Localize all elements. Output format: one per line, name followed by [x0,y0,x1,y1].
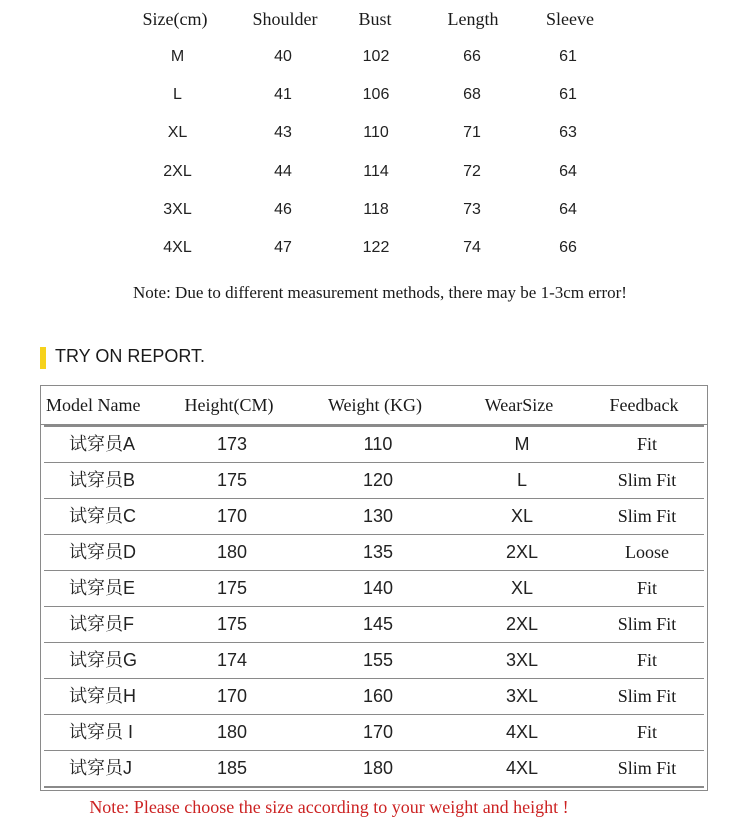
height-cell: 180 [216,542,248,562]
report-row [44,679,704,715]
model-name-cell: 试穿员J [69,758,132,778]
feedback-cell: Slim Fit [617,614,677,634]
report-header-feedback: Feedback [609,395,679,415]
size-cell: XL [167,124,188,141]
report-row [44,715,704,751]
size-chart-header-bust: Bust [358,9,392,29]
sleeve-cell: 61 [559,48,577,65]
height-cell: 170 [216,506,248,526]
size-cell: 2XL [163,163,192,180]
report-header-model-name: Model Name [46,395,141,415]
height-cell: 175 [216,614,248,634]
model-name-cell: 试穿员C [69,506,136,526]
report-row [44,499,704,535]
size-chart-row [120,38,640,76]
shoulder-cell: 46 [274,201,292,218]
length-cell: 68 [463,86,481,103]
shoulder-cell: 41 [274,86,292,103]
model-name-cell: 试穿员G [69,650,138,670]
shoulder-cell: 44 [274,163,292,180]
model-name-cell: 试穿员B [69,470,136,490]
report-row [44,463,704,499]
feedback-cell: Slim Fit [617,686,677,706]
size-chart-row [120,76,640,114]
weight-cell: 160 [362,686,394,706]
weight-cell: 110 [363,434,393,454]
weight-cell: 130 [362,506,394,526]
model-name-cell: 试穿员D [69,542,136,562]
report-row [44,535,704,571]
feedback-cell: Fit [636,722,657,742]
bust-cell: 118 [363,201,389,218]
sleeve-cell: 64 [559,163,577,180]
sleeve-cell: 66 [559,239,577,256]
model-name-cell: 试穿员E [69,578,136,598]
wear-size-cell: 4XL [505,758,539,778]
size-chart-header-size: Size(cm) [142,9,208,29]
length-cell: 66 [463,48,481,65]
shoulder-cell: 47 [274,239,292,256]
bust-cell: 106 [362,86,390,103]
height-cell: 180 [216,722,248,742]
weight-cell: 180 [362,758,394,778]
size-cell: 4XL [163,239,192,256]
try-on-report-table [40,385,708,791]
size-cell: M [170,48,185,65]
height-cell: 175 [216,470,248,490]
report-row [44,425,704,463]
size-chart-row [120,191,640,229]
report-row [44,571,704,607]
size-cell: 3XL [163,201,192,218]
model-name-cell: 试穿员A [69,434,136,454]
shoulder-cell: 43 [274,124,292,141]
try-on-report-title: TRY ON REPORT. [55,346,206,366]
feedback-cell: Fit [636,650,657,670]
wear-size-cell: 2XL [505,542,539,562]
shoulder-cell: 40 [274,48,292,65]
size-chart-row [120,153,640,191]
size-chart-header-sleeve: Sleeve [546,9,594,29]
wear-size-cell: 4XL [505,722,539,742]
size-cell: L [173,86,182,103]
size-chart-row [120,229,640,267]
size-chart-header-row [120,0,640,38]
wear-size-cell: XL [510,506,534,526]
report-header-weight: Weight (KG) [327,395,423,415]
weight-cell: 145 [362,614,394,634]
report-header-row [41,386,707,425]
length-cell: 72 [463,163,481,180]
feedback-cell: Fit [636,434,657,454]
bust-cell: 110 [363,124,389,141]
feedback-cell: Slim Fit [617,506,677,526]
model-name-cell: 试穿员F [69,614,134,634]
weight-cell: 120 [362,470,394,490]
section-accent-bar [40,347,46,369]
wear-size-cell: M [514,434,530,454]
weight-cell: 155 [362,650,394,670]
height-cell: 185 [216,758,248,778]
report-row [44,607,704,643]
weight-cell: 170 [362,722,394,742]
wear-size-cell: XL [510,578,534,598]
bust-cell: 122 [362,239,390,256]
feedback-cell: Slim Fit [617,470,677,490]
bust-cell: 114 [363,163,389,180]
length-cell: 71 [463,124,481,141]
size-choice-note: Note: Please choose the size according to your weight and height ! [89,797,569,817]
weight-cell: 140 [362,578,394,598]
wear-size-cell: L [516,470,527,490]
height-cell: 173 [216,434,248,454]
wear-size-cell: 3XL [505,686,539,706]
size-chart-header-length: Length [447,9,499,29]
feedback-cell: Fit [636,578,657,598]
length-cell: 73 [463,201,481,218]
measurement-error-note: Note: Due to different measurement methods, there may be 1-3cm error! [133,283,627,302]
model-name-cell: 试穿员H [69,686,136,706]
report-row [44,643,704,679]
feedback-cell: Loose [625,542,669,562]
weight-cell: 135 [362,542,394,562]
report-body [41,425,707,788]
size-chart-row [120,114,640,152]
length-cell: 74 [463,239,481,256]
size-chart-header-shoulder: Shoulder [252,9,318,29]
model-name-cell: 试穿员 I [69,722,134,742]
sleeve-cell: 64 [559,201,577,218]
sleeve-cell: 63 [559,124,577,141]
height-cell: 170 [216,686,248,706]
report-header-height: Height(CM) [184,395,274,415]
wear-size-cell: 3XL [505,650,539,670]
feedback-cell: Slim Fit [617,758,677,778]
bust-cell: 102 [362,48,390,65]
report-row [44,751,704,788]
sleeve-cell: 61 [559,86,577,103]
height-cell: 175 [216,578,248,598]
height-cell: 174 [216,650,248,670]
report-header-wear-size: WearSize [484,395,554,415]
wear-size-cell: 2XL [505,614,539,634]
